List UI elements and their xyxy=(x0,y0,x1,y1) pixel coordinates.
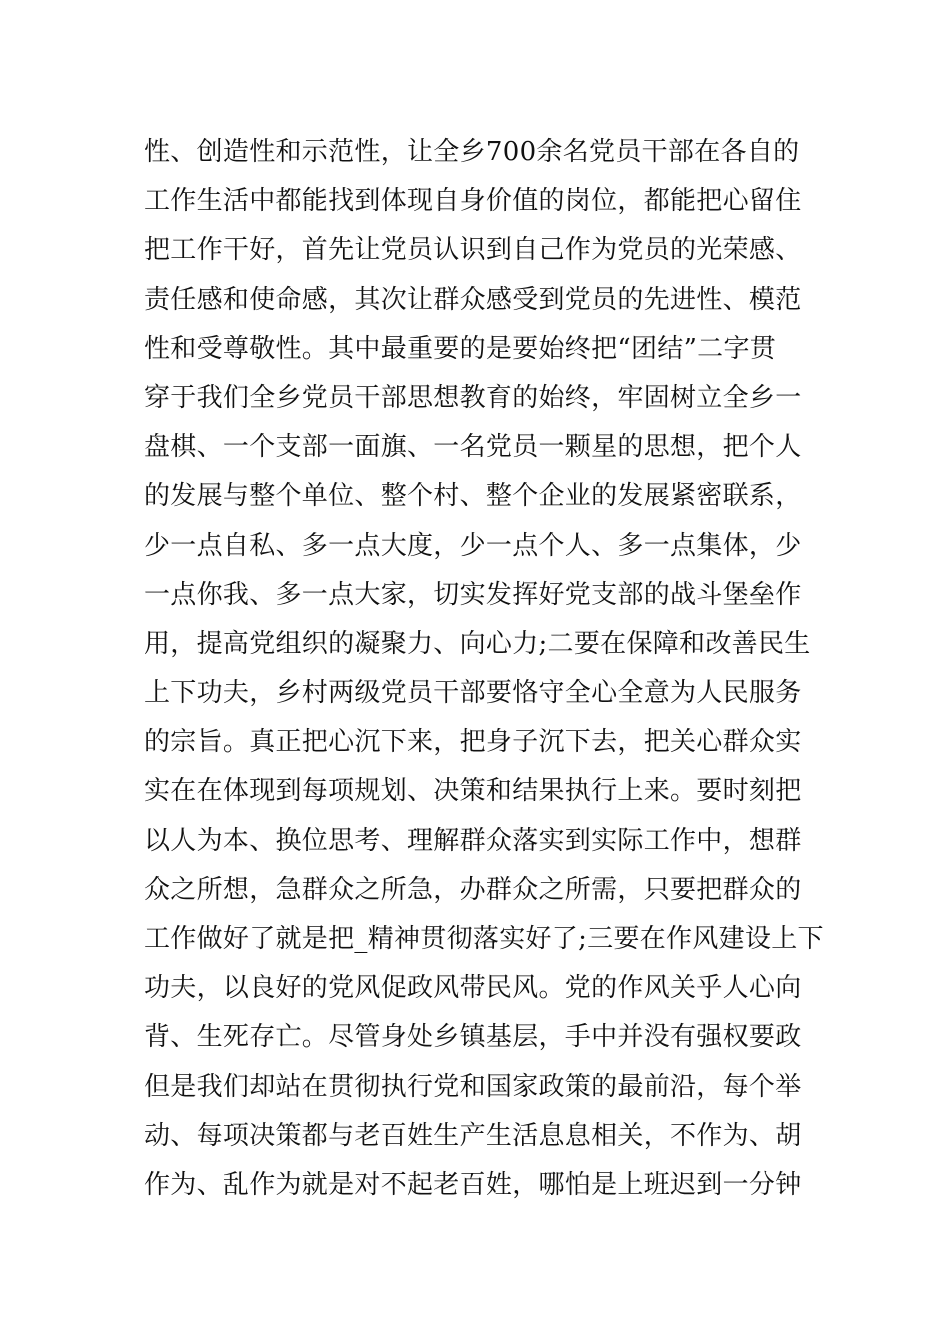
text-line: 性、创造性和示范性，让全乡700余名党员干部在各自的 xyxy=(144,137,800,167)
text-line: 实在在体现到每项规划、决策和结果执行上来。要时刻把 xyxy=(144,776,802,807)
text-line: 把工作干好，首先让党员认识到自己作为党员的光荣感、 xyxy=(144,235,802,266)
text-line: 上下功夫，乡村两级党员干部要恪守全心全意为人民服务 xyxy=(144,678,802,709)
text-line: 少一点自私、多一点大度，少一点个人、多一点集体，少 xyxy=(144,530,802,561)
text-line: 动、每项决策都与老百姓生产生活息息相关，不作为、胡 xyxy=(144,1120,802,1151)
text-line: 功夫，以良好的党风促政风带民风。党的作风关乎人心向 xyxy=(144,973,802,1004)
text-line: 但是我们却站在贯彻执行党和国家政策的最前沿，每个举 xyxy=(144,1071,802,1102)
text-line: 性和受尊敬性。其中最重要的是要始终把“团结”二字贯 xyxy=(144,333,777,364)
text-line: 工作做好了就是把_精神贯彻落实好了;三要在作风建设上下 xyxy=(144,924,824,954)
text-line: 盘棋、一个支部一面旗、一名党员一颗星的思想，把个人 xyxy=(144,432,802,463)
text-line: 责任感和使命感，其次让群众感受到党员的先进性、模范 xyxy=(144,284,802,315)
text-line: 以人为本、换位思考、理解群众落实到实际工作中，想群 xyxy=(144,825,802,856)
text-line: 用，提高党组织的凝聚力、向心力;二要在保障和改善民生 xyxy=(144,628,811,659)
text-line: 一点你我、多一点大家，切实发挥好党支部的战斗堡垒作 xyxy=(144,579,802,610)
text-line: 众之所想，急群众之所急，办群众之所需，只要把群众的 xyxy=(144,874,802,905)
text-line: 工作生活中都能找到体现自身价值的岗位，都能把心留住 xyxy=(144,186,802,217)
text-line: 的发展与整个单位、整个村、整个企业的发展紧密联系， xyxy=(144,481,802,512)
text-line: 背、生死存亡。尽管身处乡镇基层，手中并没有强权要政 xyxy=(144,1022,802,1053)
text-line: 穿于我们全乡党员干部思想教育的始终，牢固树立全乡一 xyxy=(144,382,802,413)
text-line: 的宗旨。真正把心沉下来，把身子沉下去，把关心群众实 xyxy=(144,727,802,758)
text-line: 作为、乱作为就是对不起老百姓，哪怕是上班迟到一分钟 xyxy=(144,1169,802,1200)
body-text xyxy=(144,128,824,1210)
